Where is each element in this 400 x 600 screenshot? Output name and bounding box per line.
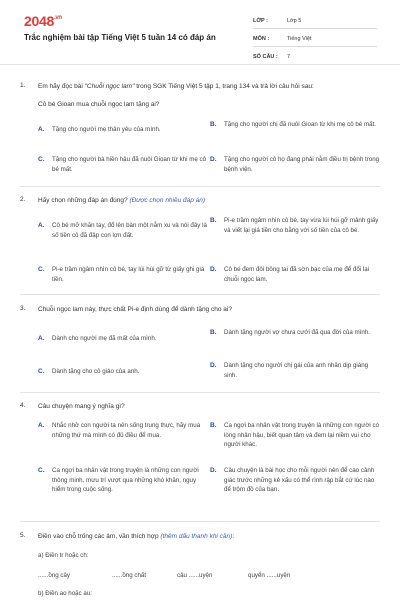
logo-number: 2048 <box>24 13 54 29</box>
option-label: C. <box>38 156 45 163</box>
option-label: A. <box>38 422 45 429</box>
answer-option[interactable] <box>38 155 208 174</box>
option-label: D. <box>210 266 217 273</box>
logo-domain: .vn <box>53 15 62 21</box>
option-text: Nhắc nhở con người ta nên sống trung thực, hãy mua những thứ mà mình có đủ điều để mua. <box>52 422 201 439</box>
blank-field[interactable]: ......ồng cây <box>38 572 70 579</box>
option-label: A. <box>38 222 45 229</box>
part-b-label: b) Điền ao hoặc au: <box>38 590 93 597</box>
answer-option[interactable] <box>210 216 380 235</box>
question-text-suffix: trong SGK Tiếng Việt 5 tập 1, trang 134 và trả lời câu hỏi sau: <box>134 83 314 90</box>
info-panel <box>253 14 377 68</box>
answer-option[interactable] <box>38 125 208 135</box>
option-label: A. <box>38 126 45 133</box>
question-divider <box>20 186 380 187</box>
answer-option[interactable] <box>210 328 380 338</box>
question-text: Câu chuyện mang ý nghĩa gì? <box>38 403 125 410</box>
option-text: Ca ngợi ba nhân vật trong truyện là những con người có lòng nhân hậu, biết quan tâm và đem lại niềm vui cho người khác. <box>224 422 380 448</box>
blank-field[interactable]: quyển ......uyện <box>248 572 291 579</box>
part-a-label: a) Điền tr hoặc ch: <box>38 552 89 559</box>
answer-option[interactable] <box>210 466 380 495</box>
option-label: B. <box>210 329 217 336</box>
info-value: 7 <box>287 54 291 60</box>
option-text: Cô bé mở khăn tay, đổ lên bàn một nắm xu và nói đây là số tiền cô đã đập con lợn đất. <box>52 222 207 239</box>
info-row-subject <box>253 32 377 47</box>
question-text-prefix: Em hãy đọc bài <box>38 83 85 90</box>
question-divider <box>20 521 380 522</box>
question-divider <box>20 294 380 295</box>
option-text: Dành tặng cho cô giáo của anh. <box>52 368 140 375</box>
option-text: Tặng cho người bà hiền hậu đã nuôi Gioan từ khi mẹ cô bé mất. <box>52 156 207 173</box>
question-hint: (thêm dấu thanh khi cần) <box>160 533 233 540</box>
info-key: SỐ CÂU : <box>253 54 278 60</box>
option-label: A. <box>38 335 45 342</box>
site-logo[interactable] <box>24 13 62 29</box>
option-label: D. <box>210 156 217 163</box>
info-row-count <box>253 50 377 65</box>
option-text: Câu chuyện là bài học cho mỗi người nên để cao cảnh giác trước những kẻ xấu có thể rình rập bắt cứ lúc nào để trộm đồ của bạn. <box>224 467 375 493</box>
info-row-class <box>253 14 377 29</box>
answer-option[interactable] <box>210 155 380 174</box>
info-key: LỚP : <box>253 18 268 24</box>
question-number: 1. <box>20 82 26 89</box>
option-text: Tặng cho người mẹ thân yêu của mình. <box>52 126 161 133</box>
answer-option[interactable] <box>38 421 208 440</box>
question-text <box>38 196 383 205</box>
question-number: 4. <box>20 402 26 409</box>
page-header <box>0 0 400 62</box>
page-title: Trắc nghiệm bài tập Tiếng Việt 5 tuần 14 có đáp án <box>24 33 216 42</box>
answer-option[interactable] <box>38 466 208 495</box>
answer-option[interactable] <box>210 265 380 284</box>
answer-option[interactable] <box>210 421 380 450</box>
question-divider <box>20 392 380 393</box>
question-text: Chuỗi ngọc lam này, thực chất Pi-e định dùng để dành tặng cho ai? <box>38 306 232 313</box>
answer-option[interactable] <box>210 120 380 130</box>
option-label: C. <box>38 266 45 273</box>
option-text: Cô bé đem đôi bông tai đã sờn bạc của mẹ để đổi lại chuỗi ngọc lam. <box>224 266 370 283</box>
option-text: Pi-e trầm ngâm nhìn cô bé, tay vừa lúi húi gỡ mảnh giấy và viết lại giá tiền cho bằng với số tiền của cô bé. <box>224 217 379 234</box>
question-text <box>38 82 383 91</box>
question-number: 2. <box>20 196 26 203</box>
option-text: Pi-e trầm ngâm nhìn cô bé, tay lúi húi gỡ từ giấy ghi giá tiền. <box>52 266 205 283</box>
option-text: Dành tặng cho người chị gái của anh nhân dịp giáng sinh. <box>224 362 369 379</box>
option-label: B. <box>210 121 217 128</box>
blank-field[interactable]: câu ......uyện <box>177 572 213 579</box>
option-text: Tặng cho người cô họ đang phải nằm điều trị bệnh trong bệnh viện. <box>224 156 380 173</box>
option-label: D. <box>210 362 217 369</box>
info-value: Lớp 5 <box>287 18 302 24</box>
answer-option[interactable] <box>38 221 208 240</box>
answer-option[interactable] <box>38 367 208 377</box>
option-label: C. <box>38 368 45 375</box>
question-hint: (Được chọn nhiều đáp án) <box>129 197 206 204</box>
option-label: C. <box>38 467 45 474</box>
option-text: Tặng cho người chị đã nuôi Gioan từ khi mẹ cô bé mất. <box>224 121 376 128</box>
question-number: 5. <box>20 532 26 539</box>
header-divider <box>0 64 400 65</box>
question-text-main: Điền vào chỗ trống các âm, vần thích hợp <box>38 533 161 540</box>
answer-option[interactable] <box>38 265 208 284</box>
option-label: D. <box>210 467 217 474</box>
info-value: Tiếng Việt <box>287 36 312 42</box>
option-text: Ca ngợi ba nhân vật trong truyện là những con người thông minh, mưu trí vượt qua những khó khăn, nguy hiểm trong cuộc sống. <box>52 467 199 493</box>
option-text: Dành cho người mẹ đã mất của mình. <box>52 335 157 342</box>
option-label: B. <box>210 217 217 224</box>
answer-option[interactable] <box>210 361 380 380</box>
question-text-end: : <box>232 533 235 540</box>
question-subtext: Cô bé Gioan mua chuỗi ngọc lam tặng ai? <box>38 101 160 108</box>
question-text-title: "Chuỗi ngọc lam" <box>84 83 135 90</box>
question-text-main: Hãy chọn những đáp án đúng? <box>38 197 130 204</box>
info-key: MÔN : <box>253 36 270 42</box>
option-label: B. <box>210 422 217 429</box>
question-number: 3. <box>20 305 26 312</box>
option-text: Dành tặng người vợ chưa cưới đã qua đời của mình. <box>224 329 370 336</box>
question-text <box>38 532 383 541</box>
blank-field[interactable]: ......ồng chất <box>112 572 147 579</box>
answer-option[interactable] <box>38 334 208 344</box>
